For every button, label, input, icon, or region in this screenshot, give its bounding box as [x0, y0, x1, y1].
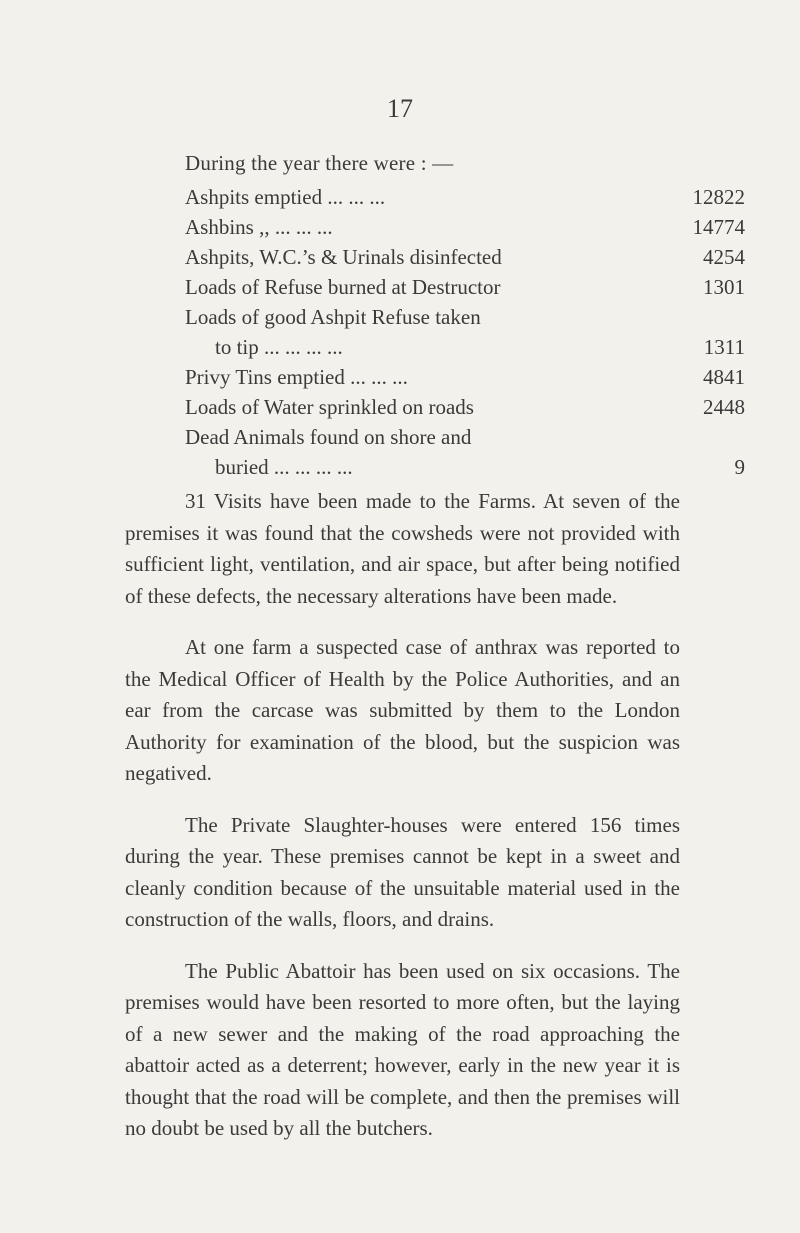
- statistics-list: [185, 182, 745, 482]
- stat-label: Ashbins ,, ... ... ...: [185, 215, 333, 239]
- stat-row: [185, 272, 745, 302]
- body-text: [125, 486, 680, 1165]
- stat-label: Ashpits emptied ... ... ...: [185, 185, 386, 209]
- paragraph-anthrax: At one farm a suspected case of anthrax was reported to the Medical Officer of Health by the Police Authorities, and an ear from the carcase was submitted by them to the London Authority for examination of the blood, but the suspicion was negatived.: [125, 635, 680, 785]
- stat-value: 1311: [703, 335, 745, 359]
- stat-row: [185, 392, 745, 422]
- stat-row: [185, 182, 745, 212]
- stat-row: [185, 212, 745, 242]
- paragraph-farm-visits: 31 Visits have been made to the Farms. At seven of the premises it was found that the cowsheds were not provided with sufficient light, ventilation, and air space, but after being notified of these defects, the necessary alterations have been made.: [125, 489, 680, 608]
- paragraph-abattoir: The Public Abattoir has been used on six occasions. The premises would have been resorted to more often, but the laying of a new sewer and the making of the road approaching the abattoir acted as a deterrent; however, early in the new year it is thought that the road will be complete, and then the premises will no doubt be used by all the butchers.: [125, 958, 680, 1140]
- stat-value: 4254: [703, 245, 745, 269]
- stat-label: Ashpits, W.C.’s & Urinals disinfected: [185, 245, 502, 269]
- stat-value: 14774: [692, 215, 745, 239]
- stat-value: 1301: [703, 275, 745, 299]
- paragraph-slaughter-houses: The Private Slaughter-houses were entered 156 times during the year. These premises cannot be kept in a sweet and cleanly condition because of the unsuitable material used in the construction of the walls, floors, and drains.: [125, 812, 680, 931]
- stat-row: [185, 302, 745, 362]
- stat-row: [185, 362, 745, 392]
- stat-row: [185, 422, 745, 482]
- page-number: 17: [387, 94, 413, 123]
- stat-label: Loads of good Ashpit Refuse taken to tip ... ... ... ...: [185, 305, 481, 359]
- stat-label: Privy Tins emptied ... ... ...: [185, 365, 408, 389]
- stat-value: 12822: [692, 185, 745, 209]
- intro-line: During the year there were : —: [185, 151, 454, 175]
- stat-value: 2448: [703, 395, 745, 419]
- stat-value: 4841: [703, 365, 745, 389]
- stat-value: 9: [734, 455, 745, 479]
- stat-label: Loads of Refuse burned at Destructor: [185, 275, 501, 299]
- stat-label: Dead Animals found on shore and buried ... ... ... ...: [185, 425, 472, 479]
- stat-row: [185, 242, 745, 272]
- stat-label: Loads of Water sprinkled on roads: [185, 395, 474, 419]
